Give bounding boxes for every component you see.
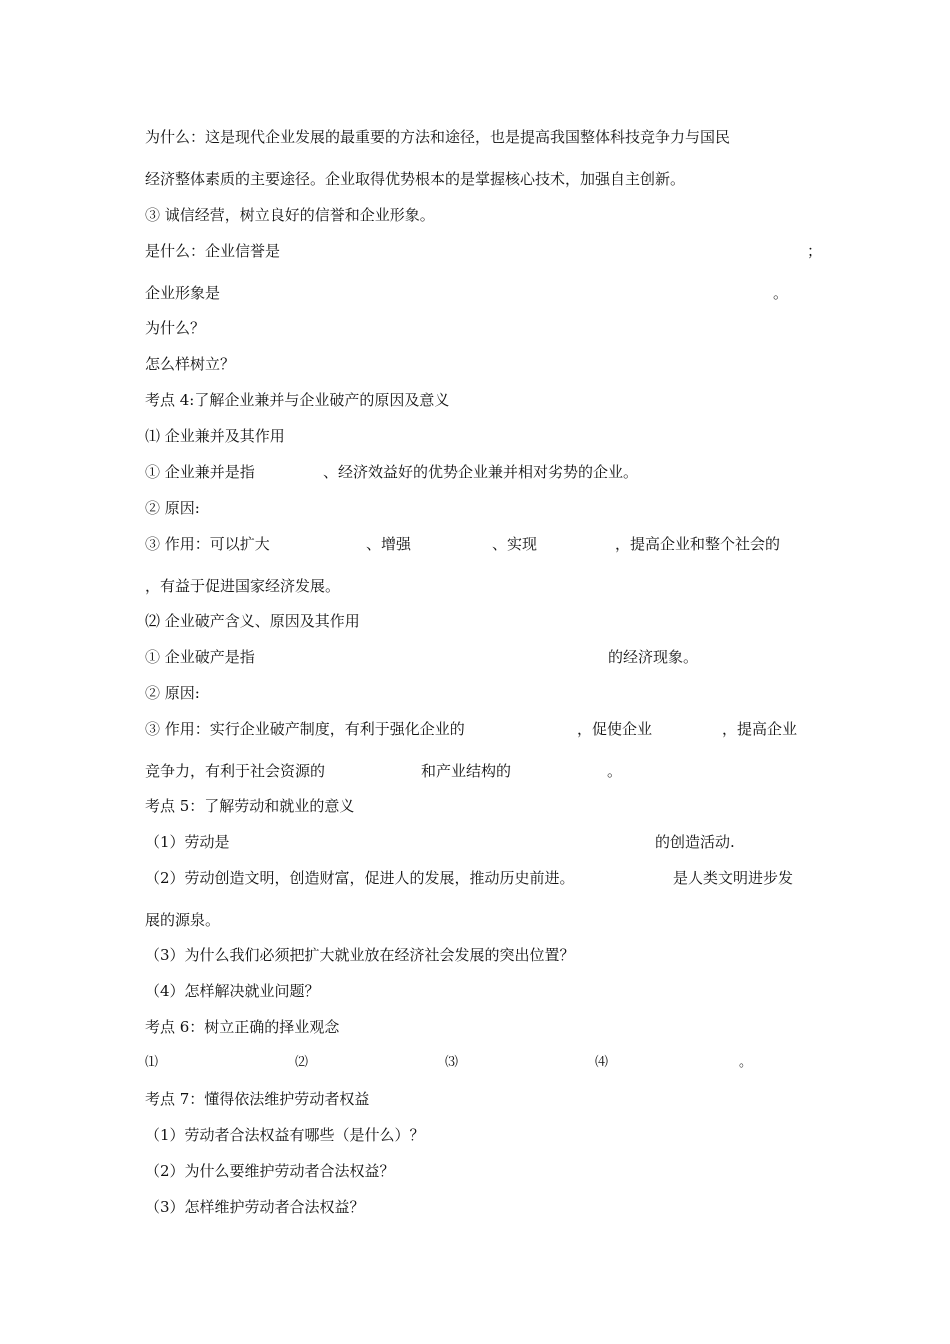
text-labor-rest: 的创造活动.: [655, 833, 735, 851]
heading-point-5: 考点 5：了解劳动和就业的意义: [145, 797, 355, 815]
text-item-3: ⑶: [445, 1055, 459, 1070]
text-period: 。: [773, 284, 789, 302]
text-period: 。: [739, 1055, 753, 1070]
text-reputation-label: 是什么：企业信誉是: [145, 242, 281, 260]
line-merger-reason: ② 原因:: [145, 499, 200, 517]
paragraph-why-innovation-2: 经济整体素质的主要途径。企业取得优势根本的是掌握核心技术，加强自主创新。: [145, 170, 686, 188]
line-how-establish: 怎么样树立？: [145, 355, 236, 373]
item-integrity-heading: ③ 诚信经营，树立良好的信誉和企业形象。: [145, 206, 435, 224]
text-item-2: ⑵: [295, 1055, 309, 1070]
text-effect-improve: ，提高企业和整个社会的: [615, 535, 781, 553]
text-effect-strengthen: 、增强: [366, 535, 412, 553]
line-why: 为什么？: [145, 319, 206, 337]
text-bankruptcy-effect: ③ 作用：实行企业破产制度，有利于强化企业的: [145, 720, 465, 738]
text-labor-creates: （2）劳动创造文明，创造财富，促进人的发展，推动历史前进。: [145, 869, 575, 887]
text-bankruptcy-rest: 的经济现象。: [608, 648, 699, 666]
text-prompt-enterprise: ，促使企业: [577, 720, 653, 738]
line-employment-why: （3）为什么我们必须把扩大就业放在经济社会发展的突出位置？: [145, 946, 575, 964]
text-bankruptcy-label: ① 企业破产是指: [145, 648, 255, 666]
line-labor-creates-cont: 展的源泉。: [145, 911, 221, 929]
subheading-merger: ⑴ 企业兼并及其作用: [145, 427, 285, 445]
line-bankruptcy-reason: ② 原因:: [145, 684, 200, 702]
text-industry-structure: 和产业结构的: [421, 762, 512, 780]
text-labor-label: （1）劳动是: [145, 833, 230, 851]
text-item-1: ⑴: [145, 1055, 159, 1070]
line-rights-how: （3）怎样维护劳动者合法权益？: [145, 1198, 365, 1216]
text-merger-rest: 、经济效益好的优势企业兼并相对劣势的企业。: [323, 463, 639, 481]
text-merger-label: ① 企业兼并是指: [145, 463, 255, 481]
heading-point-7: 考点 7：懂得依法维护劳动者权益: [145, 1090, 370, 1108]
text-period: 。: [607, 762, 623, 780]
text-semicolon: ；: [807, 242, 823, 260]
subheading-bankruptcy: ⑵ 企业破产含义、原因及其作用: [145, 612, 360, 630]
paragraph-why-innovation-1: 为什么：这是现代企业发展的最重要的方法和途径，也是提高我国整体科技竞争力与国民: [145, 128, 731, 146]
text-image-label: 企业形象是: [145, 284, 221, 302]
line-rights-what: （1）劳动者合法权益有哪些（是什么）？: [145, 1126, 425, 1144]
line-rights-why: （2）为什么要维护劳动者合法权益？: [145, 1162, 395, 1180]
text-resource: 竞争力，有利于社会资源的: [145, 762, 326, 780]
line-employment-how: （4）怎样解决就业问题？: [145, 982, 320, 1000]
text-improve-enterprise: ，提高企业: [722, 720, 798, 738]
text-effect-expand: ③ 作用：可以扩大: [145, 535, 270, 553]
text-labor-source: 是人类文明进步发: [673, 869, 794, 887]
text-item-4: ⑷: [595, 1055, 609, 1070]
heading-point-4: 考点 4:了解企业兼并与企业破产的原因及意义: [145, 391, 450, 409]
heading-point-6: 考点 6：树立正确的择业观念: [145, 1018, 340, 1036]
line-merger-effect-cont: ，有益于促进国家经济发展。: [145, 577, 341, 595]
text-effect-realize: 、实现: [492, 535, 538, 553]
